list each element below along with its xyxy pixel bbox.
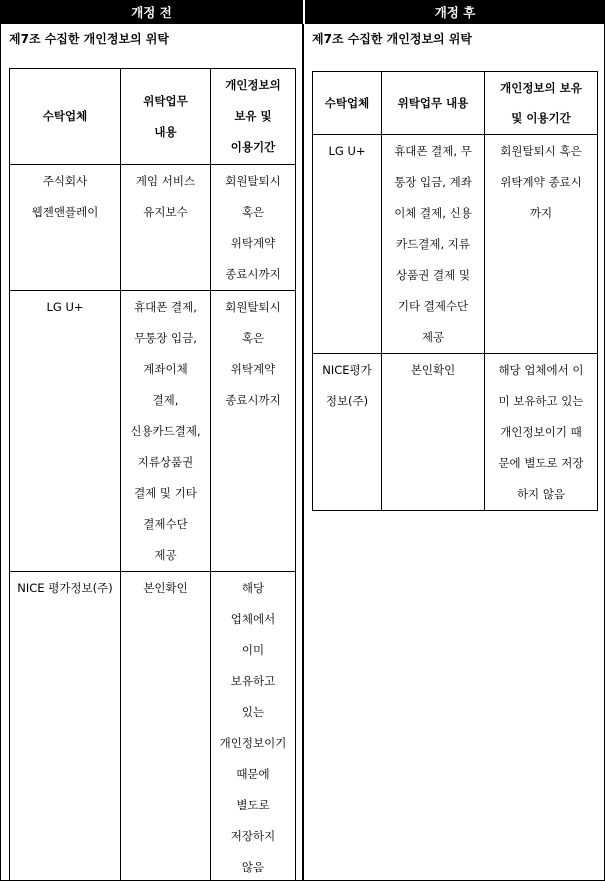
cell-text-line: 까지 bbox=[529, 206, 553, 220]
cell-text-line: 이체 결제, 신용 bbox=[394, 206, 472, 220]
cell-text-line: 카드결제, 지류 bbox=[396, 237, 470, 251]
cell-period bbox=[485, 135, 598, 354]
cell-text-line: 혹은 bbox=[241, 331, 265, 345]
cell-text-line: 종료시까지 bbox=[225, 393, 281, 407]
cell-text-line: 별도로 bbox=[236, 798, 270, 812]
table-header-row bbox=[313, 72, 598, 135]
cell-text-line: 때문에 bbox=[236, 767, 270, 781]
cell-text-line: 개인정보의 bbox=[225, 78, 281, 92]
cell-text-line: 결제 및 기타 bbox=[134, 486, 197, 500]
cell-task bbox=[121, 572, 211, 881]
cell-text-line: 보유 및 bbox=[234, 109, 272, 123]
cell-text-line: 지류상품권 bbox=[137, 455, 194, 469]
cell-text-line: 정보(주) bbox=[325, 394, 369, 408]
cell-text-line: LG U+ bbox=[46, 300, 84, 314]
cell-text-line: 기타 결제수단 bbox=[397, 299, 469, 313]
cell-company bbox=[10, 165, 121, 291]
cell-text-line: 휴대폰 결제, 무 bbox=[394, 144, 472, 158]
cell-company bbox=[10, 572, 121, 881]
col-header-company bbox=[10, 69, 121, 165]
col-header-company bbox=[313, 72, 382, 135]
cell-task bbox=[382, 135, 485, 354]
cell-text-line: 회원탈퇴시 bbox=[225, 174, 281, 188]
cell-text-line: 및 이용기간 bbox=[511, 111, 571, 125]
col-header-task bbox=[382, 72, 485, 135]
cell-text-line: 웹젠앤플레이 bbox=[31, 205, 99, 219]
cell-text-line: 수탁업체 bbox=[42, 109, 88, 123]
cell-text-line: 휴대폰 결제, bbox=[134, 300, 197, 314]
cell-text-line: 저장하지 bbox=[230, 829, 276, 843]
table-row bbox=[10, 291, 296, 572]
cell-text-line: 신용카드결제, bbox=[130, 424, 201, 438]
cell-text-line: 주식회사 bbox=[42, 174, 88, 188]
cell-text-line: LG U+ bbox=[328, 144, 366, 158]
cell-period bbox=[211, 165, 296, 291]
cell-text-line: 있는 bbox=[241, 705, 265, 719]
cell-text-line: 위탁계약 bbox=[230, 236, 276, 250]
cell-text-line: 회원탈퇴시 bbox=[225, 300, 281, 314]
col-header-period bbox=[211, 69, 296, 165]
header-before-label: 개정 전 bbox=[131, 5, 172, 20]
cell-text-line: 게임 서비스 bbox=[135, 174, 196, 188]
cell-text-line: 제공 bbox=[421, 330, 445, 344]
cell-text-line: 해당 업체에서 이 bbox=[498, 363, 584, 377]
after-article-title: 제7조 수집한 개인정보의 위탁 bbox=[312, 32, 472, 46]
table-row bbox=[313, 135, 598, 354]
cell-text-line: 문에 별도로 저장 bbox=[498, 456, 584, 470]
cell-text-line: 수탁업체 bbox=[324, 96, 370, 110]
cell-text-line: 제공 bbox=[154, 548, 177, 562]
header-after-label: 개정 후 bbox=[434, 5, 476, 20]
cell-text-line: 개인정보이기 bbox=[219, 736, 287, 750]
cell-text-line: 해당 bbox=[241, 581, 265, 595]
cell-text-line: 보유하고 bbox=[230, 674, 276, 688]
table-header-row bbox=[10, 69, 296, 165]
cell-text-line: 위탁업무 bbox=[143, 93, 188, 108]
header-before bbox=[0, 0, 303, 24]
cell-text-line: 개인정보의 보유 bbox=[500, 81, 582, 95]
cell-text-line: 이용기간 bbox=[230, 140, 276, 154]
cell-text-line: 혹은 bbox=[241, 205, 265, 219]
cell-text-line: 이미 bbox=[241, 643, 265, 657]
cell-text-line: 하지 않음 bbox=[516, 487, 566, 501]
cell-period bbox=[485, 354, 598, 511]
cell-text-line: NICE 평가정보(주) bbox=[17, 581, 113, 595]
cell-text-line: 무통장 입금, bbox=[134, 331, 197, 345]
col-header-task bbox=[121, 69, 211, 165]
before-article-title: 제7조 수집한 개인정보의 위탁 bbox=[9, 32, 169, 46]
header-after bbox=[305, 0, 605, 24]
cell-text-line: 종료시까지 bbox=[225, 267, 281, 281]
cell-text-line: 위탁계약 종료시 bbox=[500, 175, 582, 189]
cell-text-line: 내용 bbox=[154, 124, 177, 139]
cell-text-line: 유지보수 bbox=[143, 205, 188, 219]
cell-period bbox=[211, 572, 296, 881]
cell-task bbox=[121, 165, 211, 291]
table-row bbox=[10, 572, 296, 881]
cell-text-line: 위탁계약 bbox=[230, 362, 276, 376]
cell-text-line: 결제, bbox=[152, 393, 179, 407]
cell-text-line: 위탁업무 내용 bbox=[397, 96, 469, 110]
cell-text-line: 본인확인 bbox=[410, 363, 456, 377]
table-row bbox=[10, 165, 296, 291]
cell-period bbox=[211, 291, 296, 572]
cell-text-line: 업체에서 bbox=[230, 612, 276, 626]
cell-task bbox=[121, 291, 211, 572]
cell-company bbox=[10, 291, 121, 572]
cell-text-line: 미 보유하고 있는 bbox=[498, 394, 584, 408]
cell-text-line: 개인정보이기 때 bbox=[500, 425, 582, 439]
after-consignment-table bbox=[312, 71, 598, 511]
before-consignment-table bbox=[9, 68, 296, 881]
cell-company bbox=[313, 354, 382, 511]
cell-text-line: 않음 bbox=[241, 860, 265, 874]
cell-text-line: 본인확인 bbox=[143, 581, 188, 595]
cell-text-line: 통장 입금, 계좌 bbox=[394, 175, 472, 189]
cell-text-line: 상품권 결제 및 bbox=[396, 268, 470, 282]
table-row bbox=[313, 354, 598, 511]
cell-text-line: 회원탈퇴시 혹은 bbox=[500, 144, 582, 158]
col-header-period bbox=[485, 72, 598, 135]
cell-company bbox=[313, 135, 382, 354]
cell-task bbox=[382, 354, 485, 511]
cell-text-line: 결제수단 bbox=[143, 517, 188, 531]
cell-text-line: 계좌이체 bbox=[143, 362, 188, 376]
cell-text-line: NICE평가 bbox=[322, 363, 372, 377]
